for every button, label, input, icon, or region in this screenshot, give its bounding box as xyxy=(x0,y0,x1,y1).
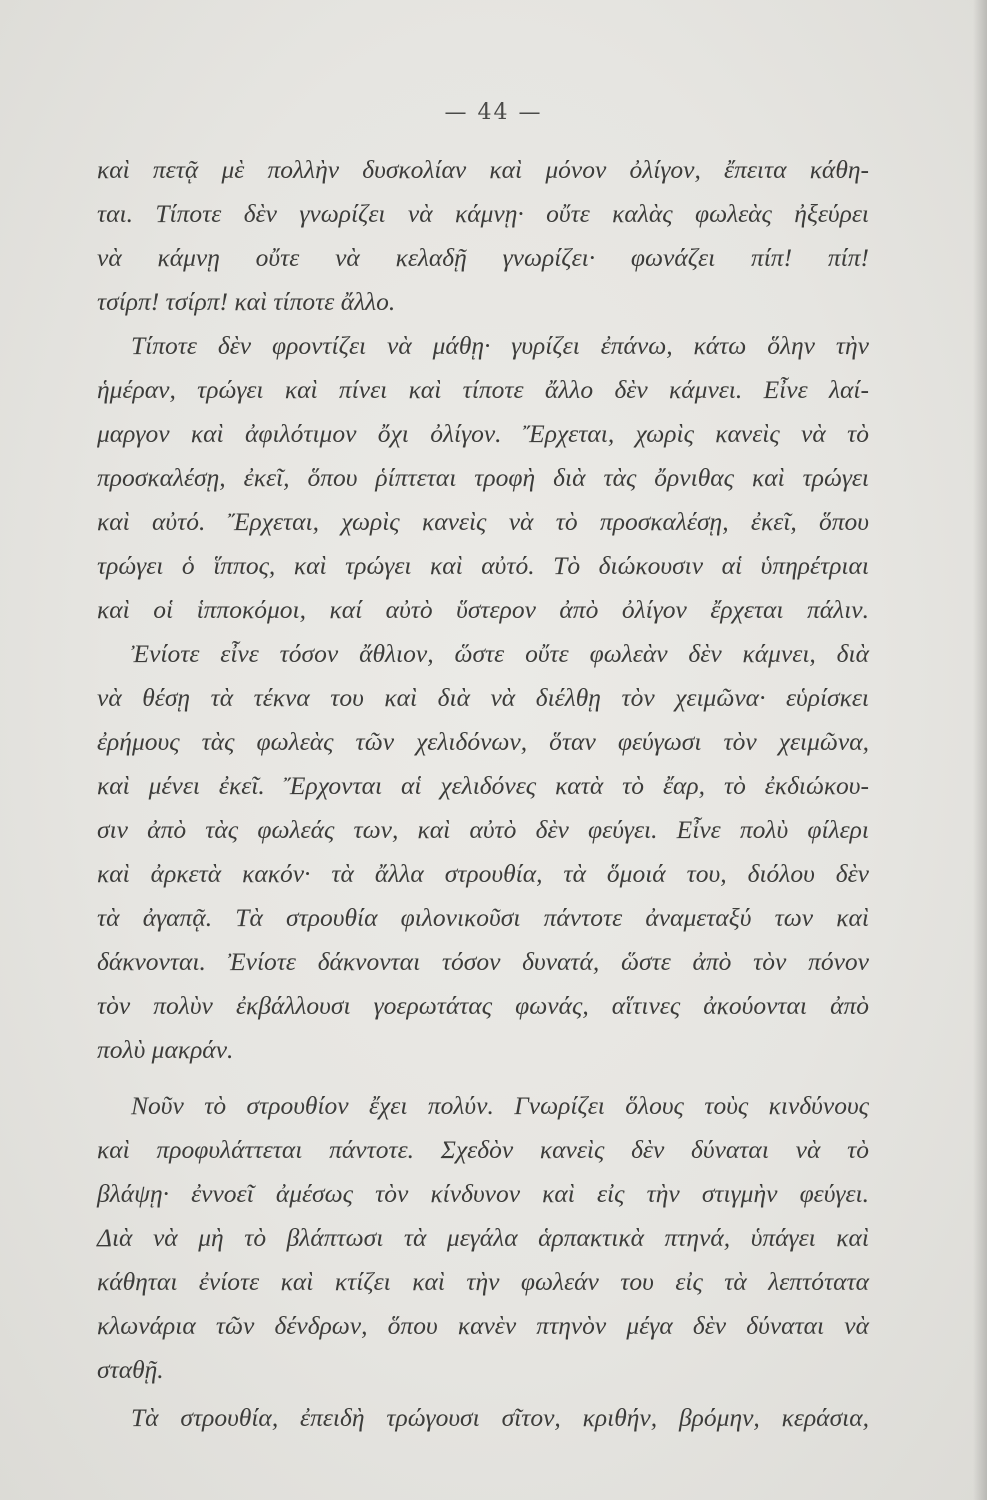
text-line-7: μαργον καὶ ἀφιλότιμον ὄχι ὀλίγον. Ἔρχεται, χωρὶς κανεὶς νὰ τὸ xyxy=(97,419,869,448)
text-line-16: σιν ἀπὸ τὰς φωλεάς των, καὶ αὐτὸ δὲν φεύγει. Εἶνε πολὺ φίλερι xyxy=(97,815,869,844)
text-line-20: τὸν πολὺν ἐκβάλλουσι γοερωτάτας φωνάς, αἵτινες ἀκούονται ἀπὸ xyxy=(97,991,869,1020)
text-line-27: κλωνάρια τῶν δένδρων, ὅπου κανὲν πτηνὸν μέγα δὲν δύναται νὰ xyxy=(97,1311,869,1340)
text-line-15: καὶ μένει ἐκεῖ. Ἔρχονται αἱ χελιδόνες κατὰ τὸ ἔαρ, τὸ ἐκδιώκου- xyxy=(97,771,869,800)
page-edge-shadow xyxy=(973,0,987,1500)
text-line-21: πολὺ μακράν. xyxy=(97,1035,234,1064)
text-line-19: δάκνονται. Ἐνίοτε δάκνονται τόσον δυνατά, ὥστε ἀπὸ τὸν πόνον xyxy=(97,947,869,976)
text-line-10: τρώγει ὁ ἵππος, καὶ τρώγει καὶ αὐτό. Τὸ διώκουσιν αἱ ὑπηρέτριαι xyxy=(97,551,869,580)
text-line-25: Διὰ νὰ μὴ τὸ βλάπτωσι τὰ μεγάλα ἁρπακτικὰ πτηνά, ὑπάγει καὶ xyxy=(97,1223,869,1252)
text-line-3: νὰ κάμνῃ οὔτε νὰ κελαδῇ γνωρίζει· φωνάζει πίπ! πίπ! xyxy=(97,243,869,272)
text-line-5: Τίποτε δὲν φροντίζει νὰ μάθῃ· γυρίζει ἐπάνω, κάτω ὅλην τὴν xyxy=(131,331,869,360)
page-number: — 44 — xyxy=(444,100,543,125)
text-line-24: βλάψῃ· ἐννοεῖ ἀμέσως τὸν κίνδυνον καὶ εἰς τὴν στιγμὴν φεύγει. xyxy=(97,1179,869,1208)
text-line-11: καὶ οἱ ἱπποκόμοι, καί αὐτὸ ὕστερον ἀπὸ ὀλίγον ἔρχεται πάλιν. xyxy=(97,595,869,624)
text-line-14: ἐρήμους τὰς φωλεὰς τῶν χελιδόνων, ὅταν φεύγωσι τὸν χειμῶνα, xyxy=(97,727,869,756)
text-line-23: καὶ προφυλάττεται πάντοτε. Σχεδὸν κανεὶς δὲν δύναται νὰ τὸ xyxy=(97,1135,869,1164)
text-line-22: Νοῦν τὸ στρουθίον ἔχει πολύν. Γνωρίζει ὅλους τοὺς κινδύνους xyxy=(131,1091,869,1120)
text-line-17: καὶ ἀρκετὰ κακόν· τὰ ἄλλα στρουθία, τὰ ὅμοιά του, διόλου δὲν xyxy=(97,859,869,888)
text-line-4: τσίρπ! τσίρπ! καὶ τίποτε ἄλλο. xyxy=(97,287,396,316)
text-line-1: καὶ πετᾷ μὲ πολλὴν δυσκολίαν καὶ μόνον ὀλίγον, ἔπειτα κάθη- xyxy=(97,155,869,184)
text-line-9: καὶ αὐτό. Ἔρχεται, χωρὶς κανεὶς νὰ τὸ προσκαλέσῃ, ἐκεῖ, ὅπου xyxy=(97,507,869,536)
text-line-12: Ἐνίοτε εἶνε τόσον ἄθλιον, ὥστε οὔτε φωλεὰν δὲν κάμνει, διὰ xyxy=(131,639,869,668)
text-line-13: νὰ θέσῃ τὰ τέκνα του καὶ διὰ νὰ διέλθῃ τὸν χειμῶνα· εὑρίσκει xyxy=(97,683,869,712)
text-line-29: Τὰ στρουθία, ἐπειδὴ τρώγουσι σῖτον, κριθήν, βρόμην, κεράσια, xyxy=(131,1403,869,1432)
text-line-26: κάθηται ἐνίοτε καὶ κτίζει καὶ τὴν φωλεάν του εἰς τὰ λεπτότατα xyxy=(97,1267,869,1296)
text-line-18: τὰ ἀγαπᾷ. Τὰ στρουθία φιλονικοῦσι πάντοτε ἀναμεταξύ των καὶ xyxy=(97,903,869,932)
text-line-2: ται. Τίποτε δὲν γνωρίζει νὰ κάμνῃ· οὔτε καλὰς φωλεὰς ἠξεύρει xyxy=(97,199,869,228)
text-line-8: προσκαλέσῃ, ἐκεῖ, ὅπου ῥίπτεται τροφὴ διὰ τὰς ὄρνιθας καὶ τρώγει xyxy=(97,463,869,492)
text-line-28: σταθῇ. xyxy=(97,1355,164,1384)
text-line-6: ἡμέραν, τρώγει καὶ πίνει καὶ τίποτε ἄλλο δὲν κάμνει. Εἶνε λαί- xyxy=(97,375,869,404)
